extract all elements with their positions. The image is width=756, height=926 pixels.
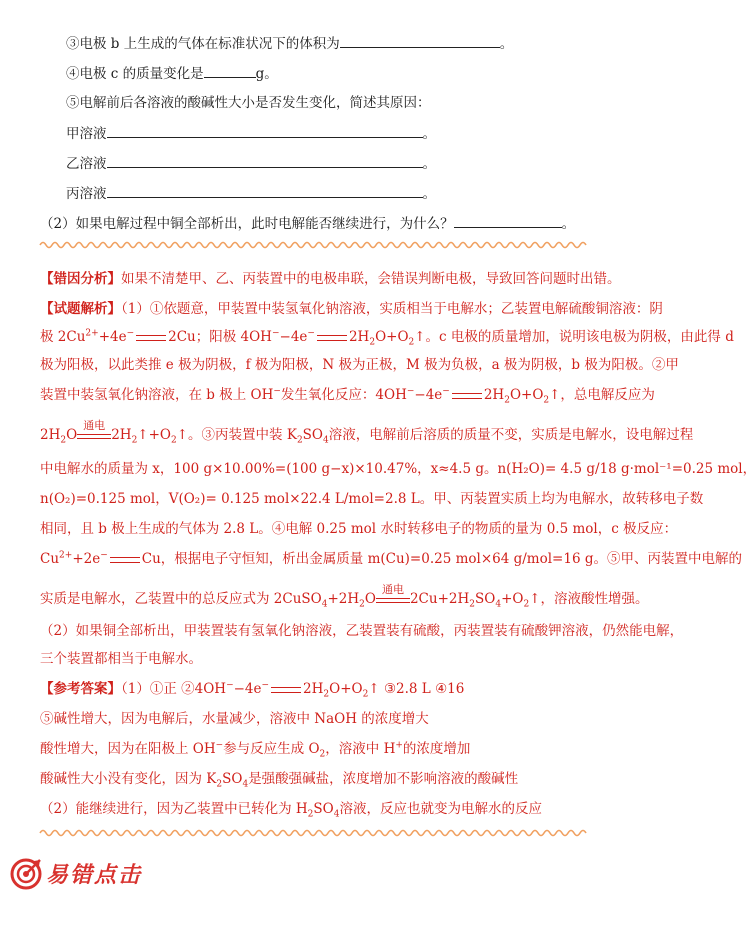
answer-line-3: 酸性增大，因为在阳极上 OH−参与反应生成 $O_2$，溶液中 H+的浓度增加 <box>40 740 471 760</box>
solution-line-6: 中电解水的质量为 x，100 g×10.00%=(100 g−x)×10.47%，x≈4.5 g。n(H₂O)= 4.5 g/18 g·mol⁻¹=0.25 mol， <box>40 461 756 477</box>
bing-label: 丙溶液 <box>66 186 107 202</box>
answer-line-2: ⑤碱性增大，因为电解后，水量减少，溶液中 NaOH 的浓度增大 <box>40 711 429 727</box>
solution-line-4: 装置中装氢氧化钠溶液，在 b 极上 OH−发生氧化反应：4OH−−4e− $2H_2O+O_2↑$，总电解反应为 <box>40 386 655 406</box>
analysis-tag: 【错因分析】 <box>40 271 121 287</box>
solution-line-11: （2）如果铜全部析出，甲装置装有氢氧化钠溶液，乙装置装有硫酸，丙装置装有硫酸钾溶液，仍然能电解， <box>40 623 684 639</box>
answer-line-4: 酸碱性大小没有变化，因为 $K_2SO_4$是强酸强碱盐，浓度增加不影响溶液的酸碱性 <box>40 771 519 790</box>
solution-line-12: 三个装置都相当于电解水。 <box>40 651 202 667</box>
solution-line-7: n(O₂)=0.125 mol，V(O₂)= 0.125 mol×22.4 L/mol=2.8 L。甲、丙装置实质上均为电解水，故转移电子数 <box>40 491 704 507</box>
q3-line <box>66 34 513 53</box>
q4-blank[interactable] <box>204 64 256 78</box>
part2-blank[interactable] <box>454 214 562 228</box>
q4-text: ④电极 c 的质量变化是 <box>66 66 204 82</box>
yi-blank[interactable] <box>107 154 423 168</box>
yi-label: 乙溶液 <box>66 156 107 172</box>
q4-unit: g。 <box>255 66 278 82</box>
solution-line-8: 相同，且 b 极上生成的气体为 2.8 L。④电解 0.25 mol 水时转移电子的物质的量为 0.5 mol，c 极反应： <box>40 521 678 537</box>
part2-end: 。 <box>561 216 576 232</box>
jia-end: 。 <box>422 126 436 142</box>
solution-line-3: 极为阳极，以此类推 e 极为阴极，f 极为阳极，N 极为正极，M 极为负极，a 极为阴极，b 极为阳极。②甲 <box>40 357 679 373</box>
analysis-line <box>40 270 621 288</box>
bing-line <box>66 184 436 203</box>
wave-divider-top <box>40 240 588 250</box>
q3-blank[interactable] <box>340 34 500 48</box>
q4-line <box>66 64 278 83</box>
answer-line-5: （2）能继续进行，因为乙装置中已转化为 $H_2SO_4$溶液，反应也就变为电解水的反应 <box>40 801 542 820</box>
part2-text: （2）如果电解过程中铜全部析出，此时电解能否继续进行，为什么？ <box>40 216 454 232</box>
yi-end: 。 <box>422 156 436 172</box>
logo-text: 易错点击 <box>46 863 143 888</box>
analysis-text: 如果不清楚甲、乙、丙装置中的电极串联，会错误判断电极，导致回答问题时出错。 <box>121 271 621 287</box>
wave-divider-bottom <box>40 828 588 838</box>
solution-line-10: 实质是电解水，乙装置中的总反应式为 $2CuSO_4+2H_2O$ 通电 $2Cu+2H_2SO_4+O_2↑$，溶液酸性增强。 <box>40 582 649 610</box>
part2-line <box>40 214 575 233</box>
bing-blank[interactable] <box>107 184 423 198</box>
jia-line <box>66 124 436 143</box>
solution-text-1: （1）①依题意，甲装置中装氢氧化钠溶液，实质相当于电解水；乙装置电解硫酸铜溶液：阴 <box>121 301 663 317</box>
solution-line-1 <box>40 300 663 318</box>
solution-line-2: 极 $2Cu^{2+}+4e^-$ 2Cu；阳极 4OH−−4e− $2H_2O+O_2↑$。c 电极的质量增加，说明该电极为阴极，由此得 d <box>40 328 734 348</box>
answer-line-1: 【参考答案】（1）①正 ②4OH−−4e− $2H_2O+O_2↑$ ③2.8 L ④16 <box>40 680 465 700</box>
answer-tag: 【参考答案】 <box>40 681 121 697</box>
solution-line-5: $2H_2O$ 通电 $2H_2↑+O_2↑$。③丙装置中装 $K_2SO_4$溶液，电解前后溶质的质量不变，实质是电解水，设电解过程 <box>40 418 694 446</box>
q3-text: ③电极 b 上生成的气体在标准状况下的体积为 <box>66 36 340 52</box>
jia-label: 甲溶液 <box>66 126 107 142</box>
solution-tag: 【试题解析】 <box>40 301 121 317</box>
condition-label: 通电 <box>83 418 106 432</box>
jia-blank[interactable] <box>107 124 423 138</box>
solution-line-9: $Cu^{2+}+2e^-$ Cu，根据电子守恒知，析出金属质量 m(Cu)=0.25 mol×64 g/mol=16 g。⑤甲、丙装置中电解的 <box>40 550 742 567</box>
bing-end: 。 <box>422 186 436 202</box>
q5-text: ⑤电解前后各溶液的酸碱性大小是否发生变化，简述其原因： <box>66 95 431 111</box>
yi-line <box>66 154 436 173</box>
q3-end: 。 <box>499 36 514 52</box>
